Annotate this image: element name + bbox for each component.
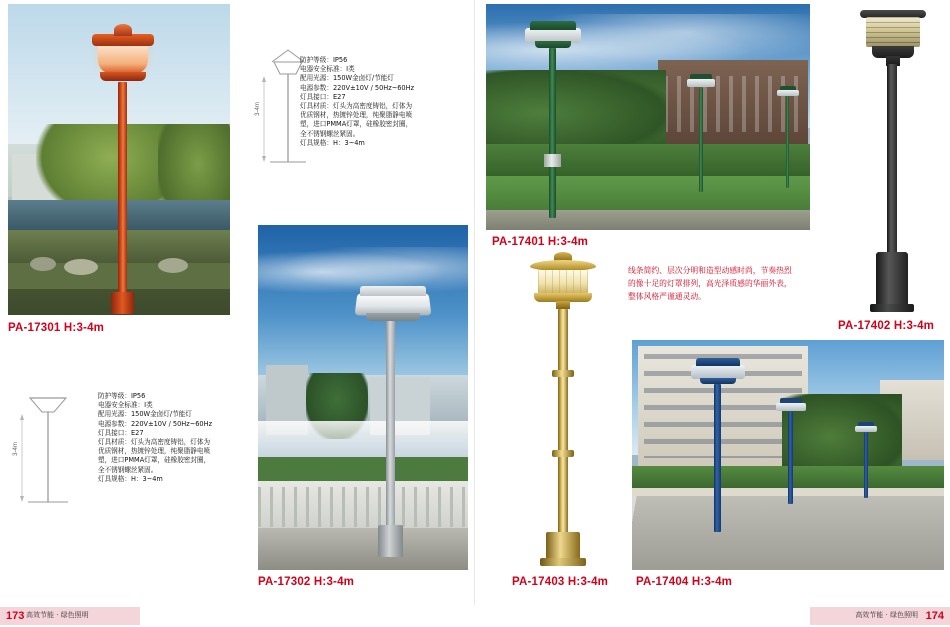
lamp-pole-band bbox=[544, 154, 561, 167]
photo-green-strip bbox=[258, 457, 468, 483]
caption-pa-17404: PA-17404 H:3-4m bbox=[636, 576, 733, 588]
lamp-head-pa-17401-c bbox=[776, 86, 800, 98]
product-photo-pa-17401 bbox=[486, 4, 810, 230]
page-spine-divider bbox=[474, 0, 475, 605]
caption-pa-17403: PA-17403 H:3-4m bbox=[512, 576, 609, 588]
spec-line: 灯具材质：灯头为高密度铸铝，灯体为优质钢材，热镀锌处理，纯聚脂静电喷塑，进口PMMA灯罩，硅橡胶密封圈，全不锈钢螺丝紧固。 bbox=[300, 102, 413, 138]
photo-pavement bbox=[258, 528, 468, 570]
spec-line: 灯具接口：E27 bbox=[98, 428, 144, 437]
product-photo-pa-17402 bbox=[840, 4, 944, 314]
spec-line: 灯具规格：H：3~4m bbox=[98, 474, 163, 483]
lamp-pole-base-pa-17402 bbox=[876, 252, 908, 310]
spec-line: 防护等级：IP56 bbox=[300, 56, 348, 64]
lamp-pole-pa-17404-c bbox=[864, 432, 868, 498]
lamp-pole-base-plate bbox=[540, 558, 586, 566]
spec-line: 配用光源：150W金卤灯/节能灯 bbox=[300, 74, 394, 83]
spec-line: 灯具规格：H：3~4m bbox=[300, 138, 365, 147]
lamp-pole-base bbox=[378, 525, 403, 557]
lamp-pole-pa-17302-shaft bbox=[386, 321, 395, 539]
caption-pa-17402: PA-17402 H:3-4m bbox=[838, 320, 935, 332]
lamp-pole-pa-17404-a bbox=[714, 384, 721, 532]
photo-rock-1 bbox=[30, 257, 56, 271]
line-drawing-bottom bbox=[12, 380, 78, 510]
drawing-height-label: 3-4m bbox=[254, 102, 261, 116]
marketing-line: 的像十足的灯罩排列，高光泽质感的华丽外表， bbox=[628, 279, 792, 288]
lamp-pole-base-plate bbox=[870, 304, 914, 312]
spec-line: 配用光源：150W金卤灯/节能灯 bbox=[98, 410, 192, 419]
lamp-head-pa-17401-b bbox=[685, 74, 717, 90]
photo-rock-3 bbox=[158, 258, 188, 273]
lamp-pole-pa-17402 bbox=[887, 64, 897, 254]
lamp-pole-pa-17301 bbox=[118, 82, 127, 312]
photo-rock-2 bbox=[64, 259, 98, 275]
spec-line: 防护等级：IP56 bbox=[98, 392, 146, 400]
product-photo-pa-17404 bbox=[632, 340, 944, 570]
lamp-head-pa-17302 bbox=[350, 283, 436, 327]
caption-pa-17302: PA-17302 H:3-4m bbox=[258, 576, 355, 588]
product-photo-pa-17301 bbox=[8, 4, 230, 315]
lamp-head-pa-17404-a bbox=[688, 358, 748, 386]
product-photo-pa-17302 bbox=[258, 225, 468, 570]
lamp-pole-pa-17401-c bbox=[786, 96, 789, 188]
product-photo-pa-17403 bbox=[508, 252, 618, 570]
spec-block-bottom bbox=[98, 392, 216, 484]
lamp-pole-collar-1 bbox=[552, 370, 574, 377]
photo-hedge bbox=[486, 144, 810, 178]
lamp-pole-pa-17403 bbox=[558, 309, 568, 534]
spec-block-top bbox=[300, 56, 418, 148]
footer-note-left: 高效节能 · 绿色照明 bbox=[26, 611, 89, 619]
marketing-paragraph bbox=[628, 264, 808, 303]
photo-path bbox=[486, 210, 810, 230]
caption-pa-17401: PA-17401 H:3-4m bbox=[492, 236, 589, 248]
page-footer bbox=[0, 603, 950, 627]
lamp-head-pa-17402 bbox=[858, 6, 928, 66]
lamp-pole-pa-17401-a bbox=[549, 48, 556, 218]
footer-note-right: 高效节能 · 绿色照明 bbox=[855, 611, 918, 619]
photo-railing-posts bbox=[258, 487, 468, 527]
lamp-pole-pa-17404-b bbox=[788, 412, 793, 504]
drawing-height-label: 3-4m bbox=[12, 442, 19, 456]
spec-line: 灯具接口：E27 bbox=[300, 92, 346, 101]
spec-line: 电源参数：220V±10V / 50Hz~60Hz bbox=[98, 419, 213, 428]
page-number-left: 173 bbox=[6, 610, 25, 622]
lamp-head-pa-17403 bbox=[526, 252, 602, 312]
spec-line: 灯具材质：灯头为高密度铸铝，灯体为优质钢材，热镀锌处理，纯聚脂静电喷塑，进口PMMA灯罩，硅橡胶密封圈，全不锈钢螺丝紧固。 bbox=[98, 438, 211, 474]
lamp-head-pa-17404-c bbox=[854, 422, 878, 434]
lamp-pole-base bbox=[111, 292, 134, 314]
marketing-line: 线条简约、层次分明和造型动感时尚，节奏热烈 bbox=[628, 266, 792, 275]
lamp-head-pa-17401-a bbox=[522, 20, 584, 50]
spec-line: 电源参数：220V±10V / 50Hz~60Hz bbox=[300, 83, 415, 92]
lamp-head-pa-17404-b bbox=[774, 398, 808, 414]
spec-line: 电器安全标准：I类 bbox=[98, 401, 153, 410]
spec-line: 电器安全标准：I类 bbox=[300, 65, 355, 74]
caption-pa-17301: PA-17301 H:3-4m bbox=[8, 322, 105, 334]
marketing-line: 整体风格严谨通灵动。 bbox=[628, 292, 706, 301]
lamp-pole-collar-2 bbox=[552, 450, 574, 457]
page-number-right: 174 bbox=[925, 610, 944, 622]
lamp-pole-pa-17401-b bbox=[699, 88, 703, 192]
lamp-head-pa-17301 bbox=[88, 24, 158, 86]
